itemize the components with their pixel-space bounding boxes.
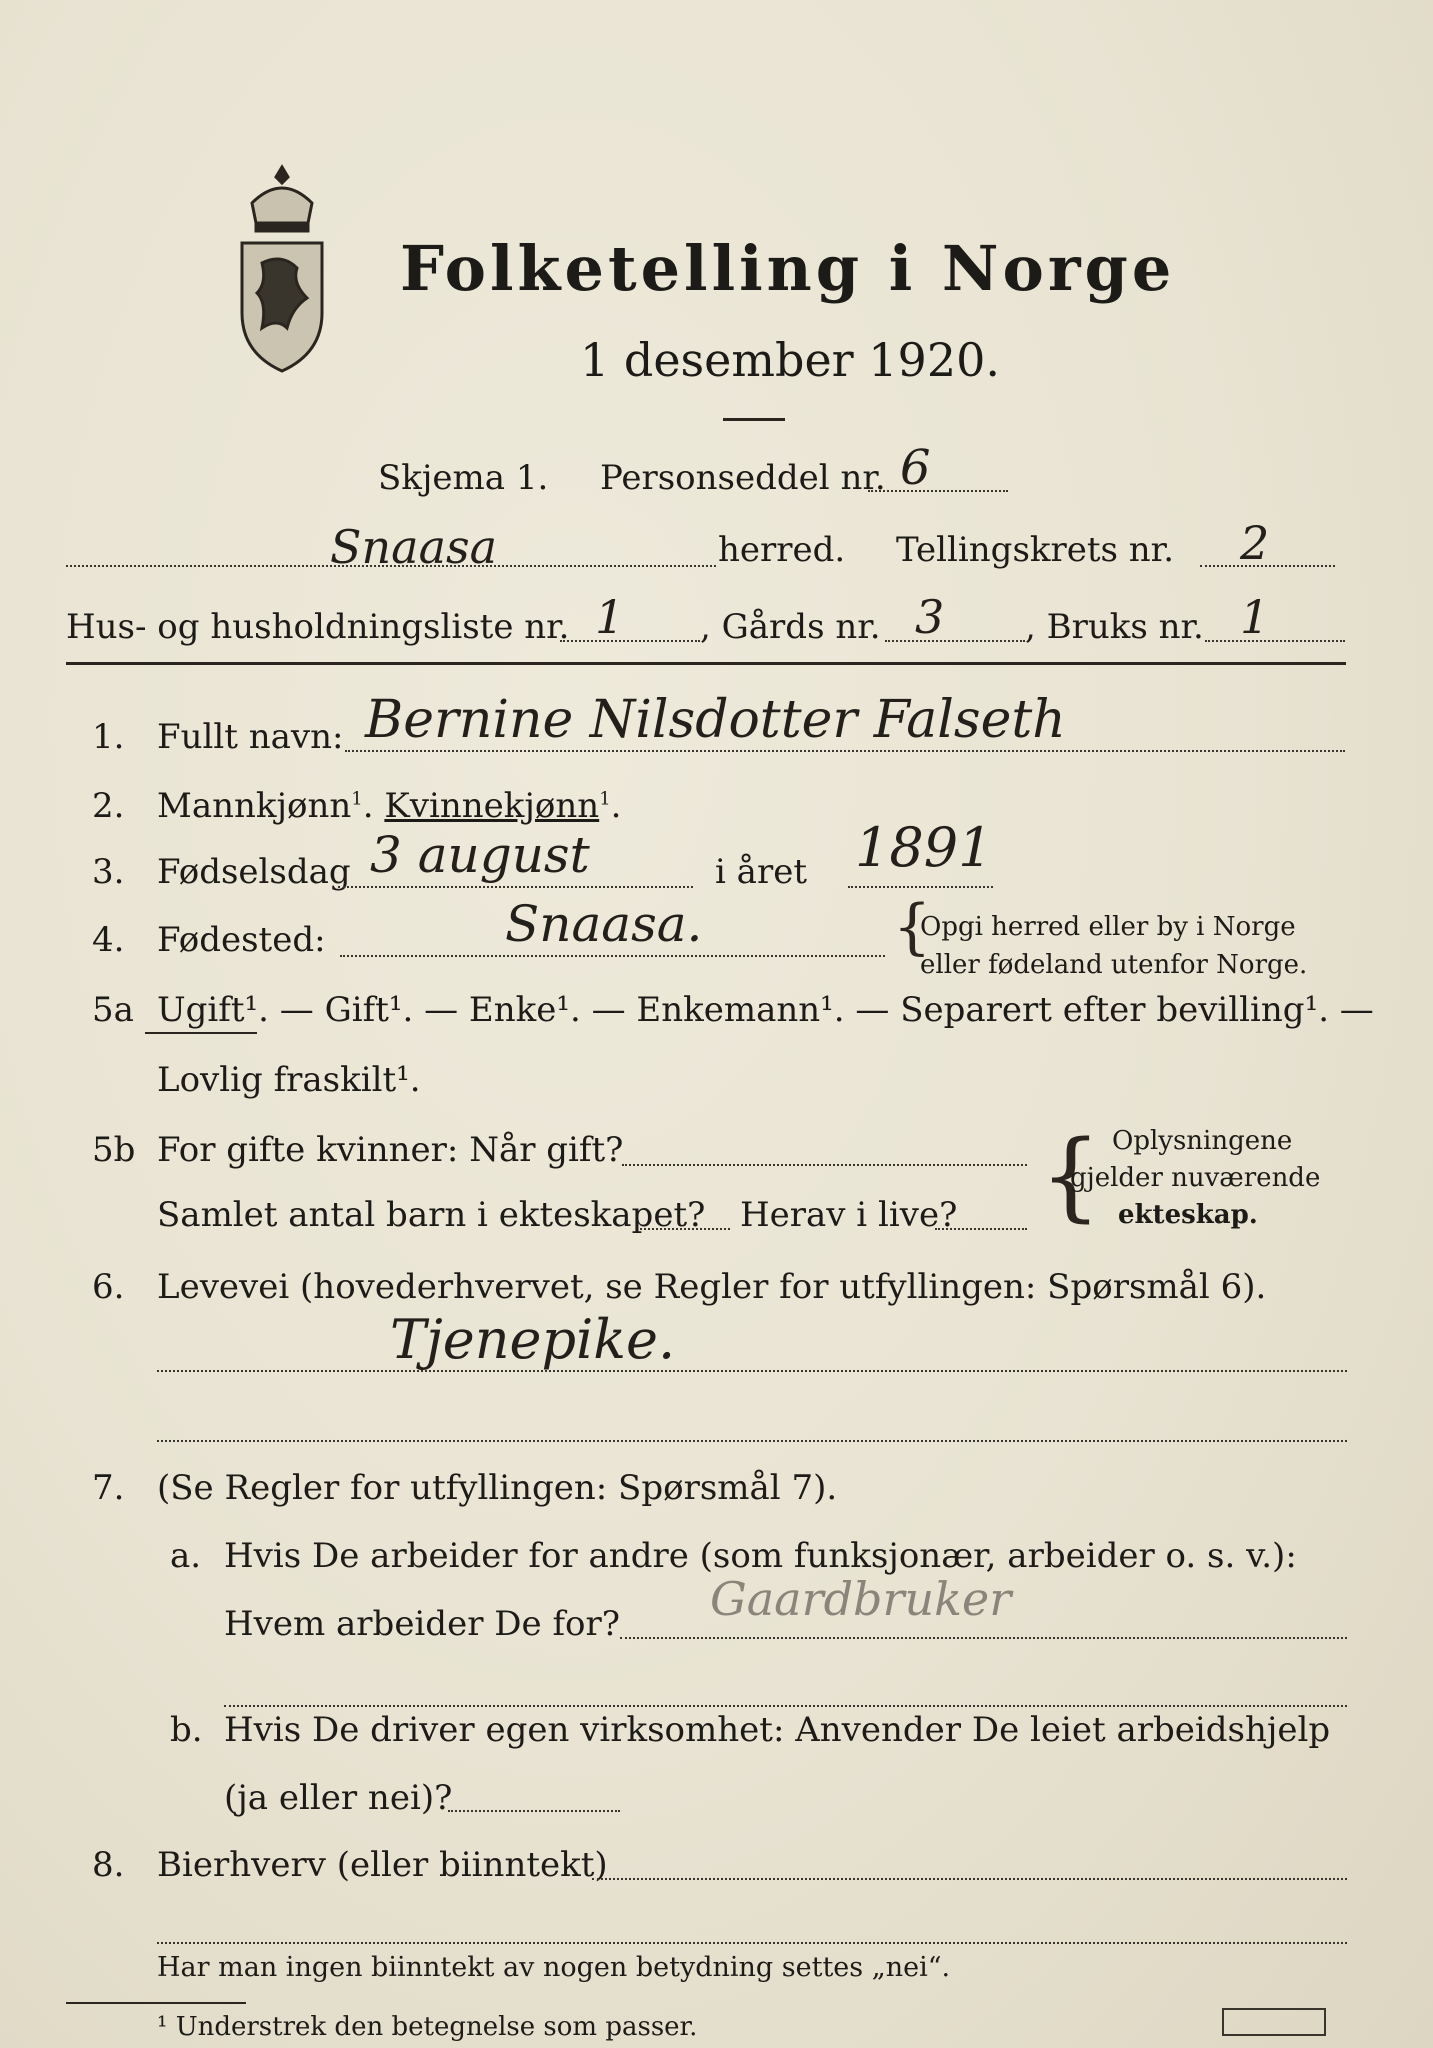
q2-female: Kvinnekjønn [384,786,600,826]
q7b-letter: b. [170,1710,203,1750]
q3-label: Fødselsdag [157,852,351,892]
q6-line [157,1370,1347,1372]
bruks-label: , Bruks nr. [1025,607,1204,647]
footnote: ¹ Understrek den betegnelse som passer. [157,2012,698,2042]
q5b-note-1: Oplysningene [1112,1126,1293,1156]
form-date: 1 desember 1920. [580,333,1000,387]
q4-label: Fødested: [157,920,326,960]
q1-label: Fullt navn: [157,717,344,757]
tellingskrets-label: Tellingskrets nr. [896,530,1175,570]
q5a-underline [145,1032,257,1034]
q3-number: 3. [92,852,125,892]
q7b-line [448,1810,620,1812]
q7b-label: Hvis De driver egen virksomhet: Anvender De leiet arbeidshjelp [224,1710,1331,1750]
q5a-options: Ugift¹. — Gift¹. — Enke¹. — Enkemann¹. — Separert efter bevilling¹. — [157,990,1374,1030]
q7a-label-2: Hvem arbeider De for? [224,1604,620,1644]
title-underline [723,418,785,421]
q5b-label-2: Samlet antal barn i ekteskapet? [157,1195,706,1235]
q8-number: 8. [92,1845,125,1885]
q5a-number: 5a [92,990,134,1030]
bruks-value: 1 [1240,590,1270,644]
q8-line-2 [157,1942,1347,1944]
q5b-label-1: For gifte kvinner: Når gift? [157,1130,624,1170]
q7b-label-2: (ja eller nei)? [224,1778,453,1818]
q7a-letter: a. [170,1536,202,1576]
q5b-note-3: ekteskap. [1118,1200,1258,1230]
q7a-line-2 [224,1705,1347,1707]
hus-label: Hus- og husholdningsliste nr. [66,607,570,647]
q5b-alive-line [935,1228,1027,1230]
q1-line [345,750,1345,752]
q5b-number: 5b [92,1130,136,1170]
q5b-children-line [640,1228,730,1230]
coat-of-arms-icon [222,163,342,378]
q7-label: (Se Regler for utfyllingen: Spørsmål 7). [157,1468,838,1508]
q4-note-2: eller fødeland utenfor Norge. [920,950,1308,980]
q6-line-2 [157,1440,1347,1442]
hus-value: 1 [595,590,625,644]
q6-label: Levevei (hovederhvervet, se Regler for utfyllingen: Spørsmål 6). [157,1267,1267,1307]
q4-value: Snaasa. [505,895,703,953]
header-divider [66,662,1346,665]
tellingskrets-value: 2 [1240,516,1270,570]
q3-year-value: 1891 [855,816,993,879]
q4-number: 4. [92,920,125,960]
q7a-value: Gaardbruker [710,1572,1012,1626]
bruks-line [1205,640,1345,642]
q5b-label-3: Herav i live? [740,1195,958,1235]
q5b-brace: { [1040,1120,1102,1232]
personseddel-label: Personseddel nr. [600,458,886,498]
q4-line [340,955,885,957]
skjema-label: Skjema 1. [378,458,549,498]
q3-year-line [848,886,993,888]
q3-year-label: i året [715,852,807,892]
form-title: Folketelling i Norge [400,232,1176,305]
q8-label: Bierhverv (eller biinntekt) [157,1845,608,1885]
footnote-rule [66,2002,246,2004]
q2-options: Mannkjønn$^1$. Kvinnekjønn$^1$. [157,786,622,826]
q1-value: Bernine Nilsdotter Falseth [365,690,1066,750]
q8-line [592,1878,1347,1880]
q1-number: 1. [92,717,125,757]
gards-label: , Gårds nr. [700,607,881,647]
gards-value: 3 [915,590,945,644]
q4-brace: { [893,892,932,962]
herred-label: herred. [718,530,846,570]
q6-value: Tjenepike. [390,1308,676,1371]
printer-stamp [1222,2008,1326,2036]
q2-male: Mannkjønn [157,786,352,826]
q5b-married-line [622,1164,1027,1166]
q7a-label: Hvis De arbeider for andre (som funksjonær, arbeider o. s. v.): [224,1536,1297,1576]
q6-number: 6. [92,1267,125,1307]
q5a-options-2: Lovlig fraskilt¹. [157,1060,421,1100]
herred-value: Snaasa [330,520,498,574]
q2-number: 2. [92,786,125,826]
personseddel-value: 6 [900,440,931,496]
footer-note: Har man ingen biinntekt av nogen betydning settes „nei“. [157,1952,951,1983]
q3-day-value: 3 august [370,826,590,884]
q7-number: 7. [92,1468,125,1508]
hus-line [560,640,700,642]
q7a-line [620,1637,1347,1639]
gards-line [885,640,1025,642]
q3-day-line [338,886,693,888]
personseddel-line [868,490,1008,492]
q4-note-1: Opgi herred eller by i Norge [920,912,1296,942]
q5b-note-2: gjelder nuværende [1070,1163,1321,1193]
